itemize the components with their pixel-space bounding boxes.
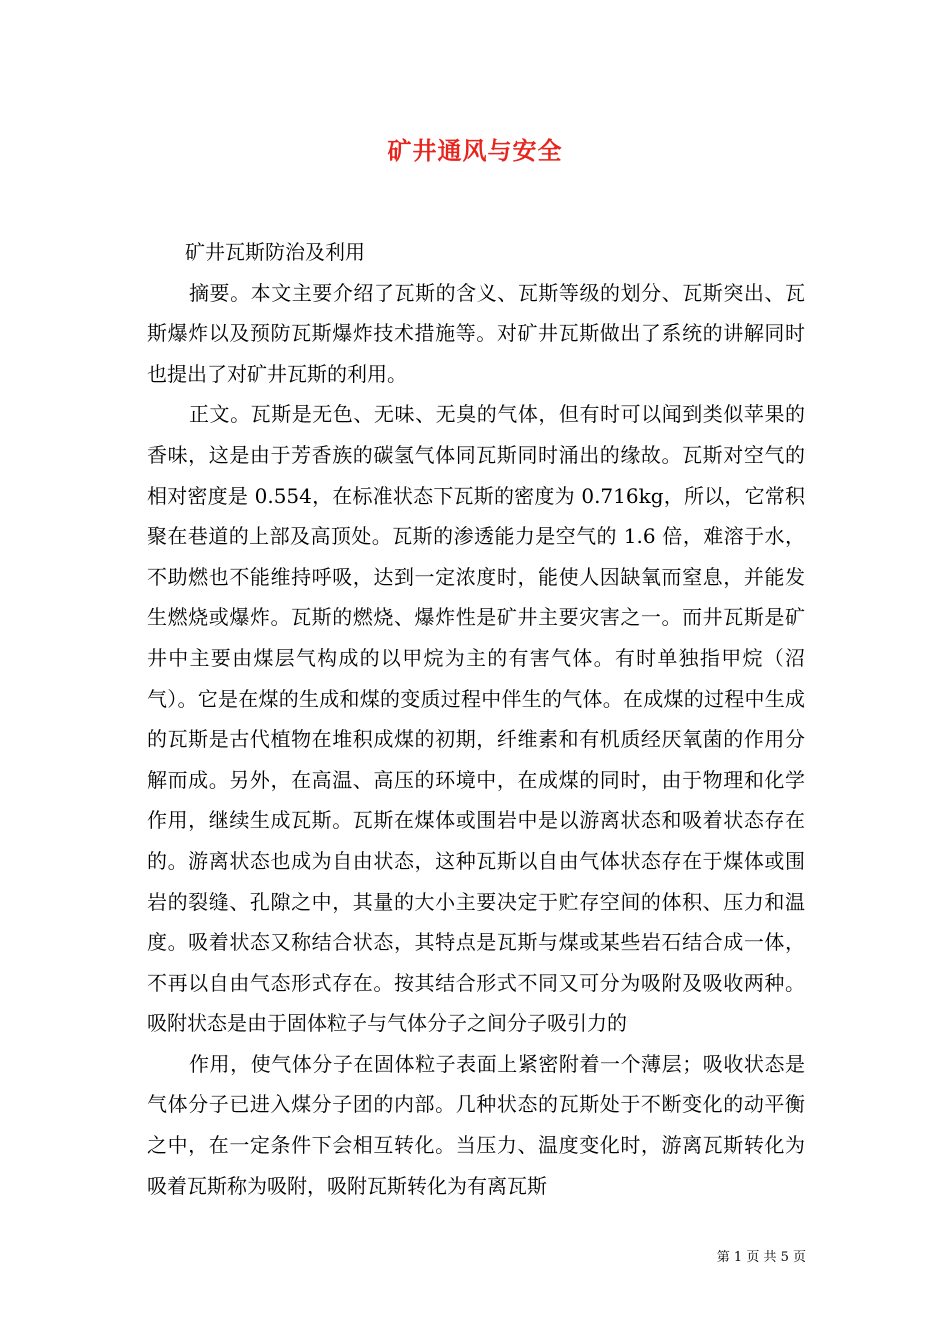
paragraph-main-text: 正文。瓦斯是无色、无味、无臭的气体，但有时可以闻到类似苹果的香味，这是由于芳香族的碳氢气体同瓦斯同时涌出的缘故。瓦斯对空气的相对密度是 0.554，在标准状态下瓦斯的密度为 0.716kg，所以，它常积聚在巷道的上部及高顶处。瓦斯的渗透能力是空气的 1.6 倍，难溶于水，不助燃也不能维持呼吸，达到一定浓度时，能使人因缺氧而窒息，并能发生燃烧或爆炸。瓦斯的燃烧、爆炸性是矿井主要灾害之一。而井瓦斯是矿井中主要由煤层气构成的以甲烷为主的有害气体。有时单独指甲烷（沼气）。它是在煤的生成和煤的变质过程中伴生的气体。在成煤的过程中生成的瓦斯是古代植物在堆积成煤的初期，纤维素和有机质经厌氧菌的作用分解而成。另外，在高温、高压的环境中，在成煤的同时，由于物理和化学作用，继续生成瓦斯。瓦斯在煤体或围岩中是以游离状态和吸着状态存在的。游离状态也成为自由状态，这种瓦斯以自由气体状态存在于煤体或围岩的裂缝、孔隙之中，其量的大小主要决定于贮存空间的体积、压力和温度。吸着状态又称结合状态，其特点是瓦斯与煤或某些岩石结合成一体，不再以自由气态形式存在。按其结合形式不同又可分为吸附及吸收两种。吸附状态是由于固体粒子与气体分子之间分子吸引力的 [147,402,805,1036]
document-body [147,232,805,1206]
paragraph-continuation: 作用，使气体分子在固体粒子表面上紧密附着一个薄层；吸收状态是气体分子已进入煤分子团的内部。几种状态的瓦斯处于不断变化的动平衡之中，在一定条件下会相互转化。当压力、温度变化时，游离瓦斯转化为吸着瓦斯称为吸附，吸附瓦斯转化为有离瓦斯 [147,1051,805,1198]
section-heading: 矿井瓦斯防治及利用 [185,240,365,264]
paragraph-abstract: 摘要。本文主要介绍了瓦斯的含义、瓦斯等级的划分、瓦斯突出、瓦斯爆炸以及预防瓦斯爆炸技术措施等。对矿井瓦斯做出了系统的讲解同时也提出了对矿井瓦斯的利用。 [147,280,805,386]
document-title: 矿井通风与安全 [387,136,563,165]
page-number-footer: 第 1 页 共 5 页 [716,1250,806,1265]
